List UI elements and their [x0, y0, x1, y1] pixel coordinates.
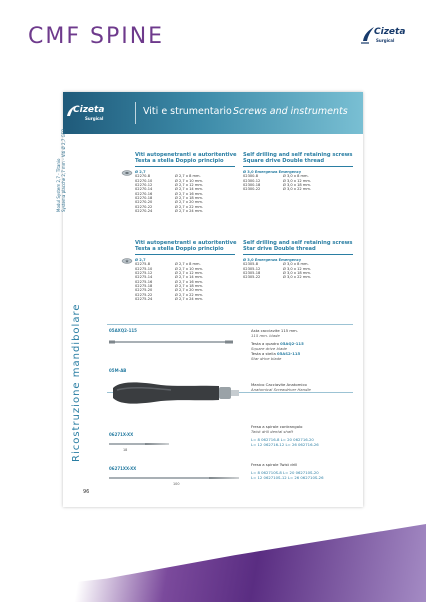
table-row — [135, 209, 205, 213]
part-size: Ø 2,7 x 24 mm. — [175, 296, 203, 301]
long-twist-drill-image — [109, 476, 239, 480]
part-code: 02270-14 — [135, 187, 153, 192]
drill2-description — [251, 462, 351, 480]
heading-line: Testa a stella Doppio principio — [135, 246, 224, 252]
blade-code: 05AXQ2-115 — [109, 328, 137, 333]
part-size: Ø 2,7 x 16 mm. — [175, 191, 203, 196]
banner-title-it: Viti e strumentario — [143, 106, 232, 117]
desc-en: 115 mm. blade — [251, 333, 280, 338]
part-code: 02275-14 — [135, 275, 153, 280]
part-code: 02270-18 — [135, 195, 153, 200]
heading-rule — [243, 166, 353, 167]
part-size: Ø 2,7 x 22 mm. — [175, 292, 203, 297]
blade-description — [251, 328, 351, 361]
drill2-row: L= 8 062710S-8 L= 20 062710S-20 — [251, 470, 319, 475]
part-size: Ø 2,7 x 20 mm. — [175, 200, 203, 205]
part-size: Ø 2,7 x 18 mm. — [175, 195, 203, 200]
part-size: Ø 2,7 x 8 mm. — [175, 262, 201, 267]
blade-star-label: Testa a stella — [251, 351, 276, 356]
table-head: Ø 3,0 Emergenza Emergency — [243, 258, 302, 263]
page-title: CMF SPINE — [28, 24, 165, 49]
brand-logo — [360, 24, 406, 48]
table-head: Ø 3,0 Emergenza Emergency — [243, 170, 302, 175]
part-size: Ø 2,7 x 8 mm. — [175, 174, 201, 179]
part-code: 02305-18 — [243, 271, 261, 276]
heading-rule — [243, 254, 353, 255]
part-code: 02305-22 — [243, 275, 261, 280]
drill1-code: 06271X-XX — [109, 432, 134, 437]
part-size: Ø 3,0 x 22 mm. — [283, 187, 311, 192]
page-banner — [63, 92, 363, 134]
divider — [107, 324, 353, 325]
blade-square-code: 05AQ2-115 — [280, 341, 304, 346]
part-code: 02275-20 — [135, 288, 153, 293]
part-code: 02275-10 — [135, 266, 153, 271]
part-code: 02270-16 — [135, 191, 153, 196]
blade-star-en: Star drive blade — [251, 356, 282, 361]
part-code: 02300-22 — [243, 187, 261, 192]
side-caption-line: Systema placche 2,7 mm - Viti Ø 2,7 GEB — [61, 129, 66, 212]
table-row — [135, 297, 205, 301]
drill1-dimension: 18 — [123, 448, 128, 452]
table-row — [243, 187, 313, 191]
screw-table-right — [243, 258, 313, 279]
catalog-page — [56, 92, 363, 507]
desc-it: Asta cacciavite 115 mm. — [251, 328, 298, 333]
desc-it: Manico Cacciavite Anatomico — [251, 382, 307, 387]
part-size: Ø 2,7 x 24 mm. — [175, 208, 203, 213]
section-heading-it — [135, 152, 245, 164]
part-code: 02275-8 — [135, 262, 151, 267]
drill2-row: L= 12 062710S-12 L= 26 062710S-26 — [251, 475, 324, 480]
part-code: 02275-16 — [135, 279, 153, 284]
part-size: Ø 3,0 x 12 mm. — [283, 178, 311, 183]
footer-decoration — [0, 524, 426, 602]
part-code: 02300-18 — [243, 183, 261, 188]
blade-square-label: Testa a quadro — [251, 341, 279, 346]
heading-rule — [135, 166, 235, 167]
handle-code: 05M-AB — [109, 368, 127, 373]
part-code: 02270-12 — [135, 183, 153, 188]
part-code: 02275-18 — [135, 283, 153, 288]
heading-rule — [135, 254, 235, 255]
part-code: 02300-12 — [243, 178, 261, 183]
banner-divider — [135, 102, 136, 124]
part-code: 02270-24 — [135, 208, 153, 213]
banner-title-en: Screws and instruments — [233, 106, 348, 117]
screw-image — [121, 170, 133, 176]
part-size: Ø 3,0 x 18 mm. — [283, 271, 311, 276]
heading-line: Square drive Double thread — [243, 158, 325, 164]
side-section-title: Ricostruzione mandibolare — [71, 303, 82, 462]
part-code: 02270-8 — [135, 174, 151, 179]
heading-line: Testa a stella Doppio principio — [135, 158, 224, 164]
part-code: 02275-22 — [135, 292, 153, 297]
drill1-row: L= 8 062716-8 L= 20 062716-20 — [251, 437, 314, 442]
drill2-code: 06271XX-XX — [109, 466, 137, 471]
part-size: Ø 3,0 x 12 mm. — [283, 266, 311, 271]
part-code: 02275-24 — [135, 296, 153, 301]
part-size: Ø 2,7 x 22 mm. — [175, 204, 203, 209]
part-size: Ø 2,7 x 16 mm. — [175, 279, 203, 284]
drill2-dimension: 100 — [173, 482, 180, 486]
drill1-description — [251, 424, 351, 447]
part-code: 02270-20 — [135, 200, 153, 205]
table-head: Ø 2,7 — [135, 258, 146, 263]
part-code: 02305-8 — [243, 262, 259, 267]
part-size: Ø 2,7 x 12 mm. — [175, 271, 203, 276]
part-size: Ø 2,7 x 10 mm. — [175, 178, 203, 183]
part-size: Ø 3,0 x 8 mm. — [283, 174, 309, 179]
desc-en: Twist drill dental shaft — [251, 429, 293, 434]
banner-logo-sub: Surgical — [85, 116, 104, 121]
brand-sub: Surgical — [376, 38, 395, 43]
side-caption-line: Modul System 2,7 - Titanio — [56, 158, 61, 212]
twist-drill-image — [109, 442, 169, 446]
heading-line: Viti autopenetranti e autoritentive — [135, 240, 237, 246]
screw-table-left — [135, 170, 205, 213]
heading-line: Self drilling and self retaining screws — [243, 240, 353, 246]
blade-star-code: 05AS2-115 — [277, 351, 301, 356]
screw-table-right — [243, 170, 313, 191]
heading-line: Viti autopenetranti e autoritentive — [135, 152, 237, 158]
heading-line: Star drive Double thread — [243, 246, 316, 252]
desc-it: Fresa a spirale contrangolo — [251, 424, 303, 429]
part-size: Ø 2,7 x 18 mm. — [175, 283, 203, 288]
screwdriver-blade-image — [109, 340, 233, 344]
screwdriver-handle-image — [111, 376, 241, 410]
brand-name: Cizeta — [374, 27, 406, 37]
part-size: Ø 2,7 x 20 mm. — [175, 288, 203, 293]
part-size: Ø 2,7 x 14 mm. — [175, 187, 203, 192]
section-heading-it — [135, 240, 245, 252]
blade-square-en: Square drive blade — [251, 346, 288, 351]
part-code: 02300-8 — [243, 174, 259, 179]
banner-logo: Cizeta — [73, 105, 105, 115]
section-heading-en — [243, 152, 363, 164]
page-number: 96 — [83, 489, 90, 495]
part-size: Ø 3,0 x 22 mm. — [283, 275, 311, 280]
side-caption — [56, 122, 66, 212]
part-size: Ø 3,0 x 8 mm. — [283, 262, 309, 267]
table-head: Ø 2,7 — [135, 170, 146, 175]
table-row — [243, 275, 313, 279]
part-code: 02275-12 — [135, 271, 153, 276]
section-heading-en — [243, 240, 363, 252]
part-size: Ø 2,7 x 10 mm. — [175, 266, 203, 271]
part-code: 02305-12 — [243, 266, 261, 271]
part-code: 02270-22 — [135, 204, 153, 209]
drill1-row: L= 12 062716-12 L= 26 062716-26 — [251, 442, 319, 447]
screw-table-left — [135, 258, 205, 301]
handle-description — [251, 382, 351, 392]
part-size: Ø 2,7 x 12 mm. — [175, 183, 203, 188]
desc-en: Anatomical Screwdriver Handle — [251, 387, 311, 392]
desc-it: Fresa a spirale Twist drill — [251, 462, 298, 467]
heading-line: Self drilling and self retaining screws — [243, 152, 353, 158]
part-code: 02270-10 — [135, 178, 153, 183]
part-size: Ø 2,7 x 14 mm. — [175, 275, 203, 280]
part-size: Ø 3,0 x 18 mm. — [283, 183, 311, 188]
screw-image — [121, 258, 133, 264]
